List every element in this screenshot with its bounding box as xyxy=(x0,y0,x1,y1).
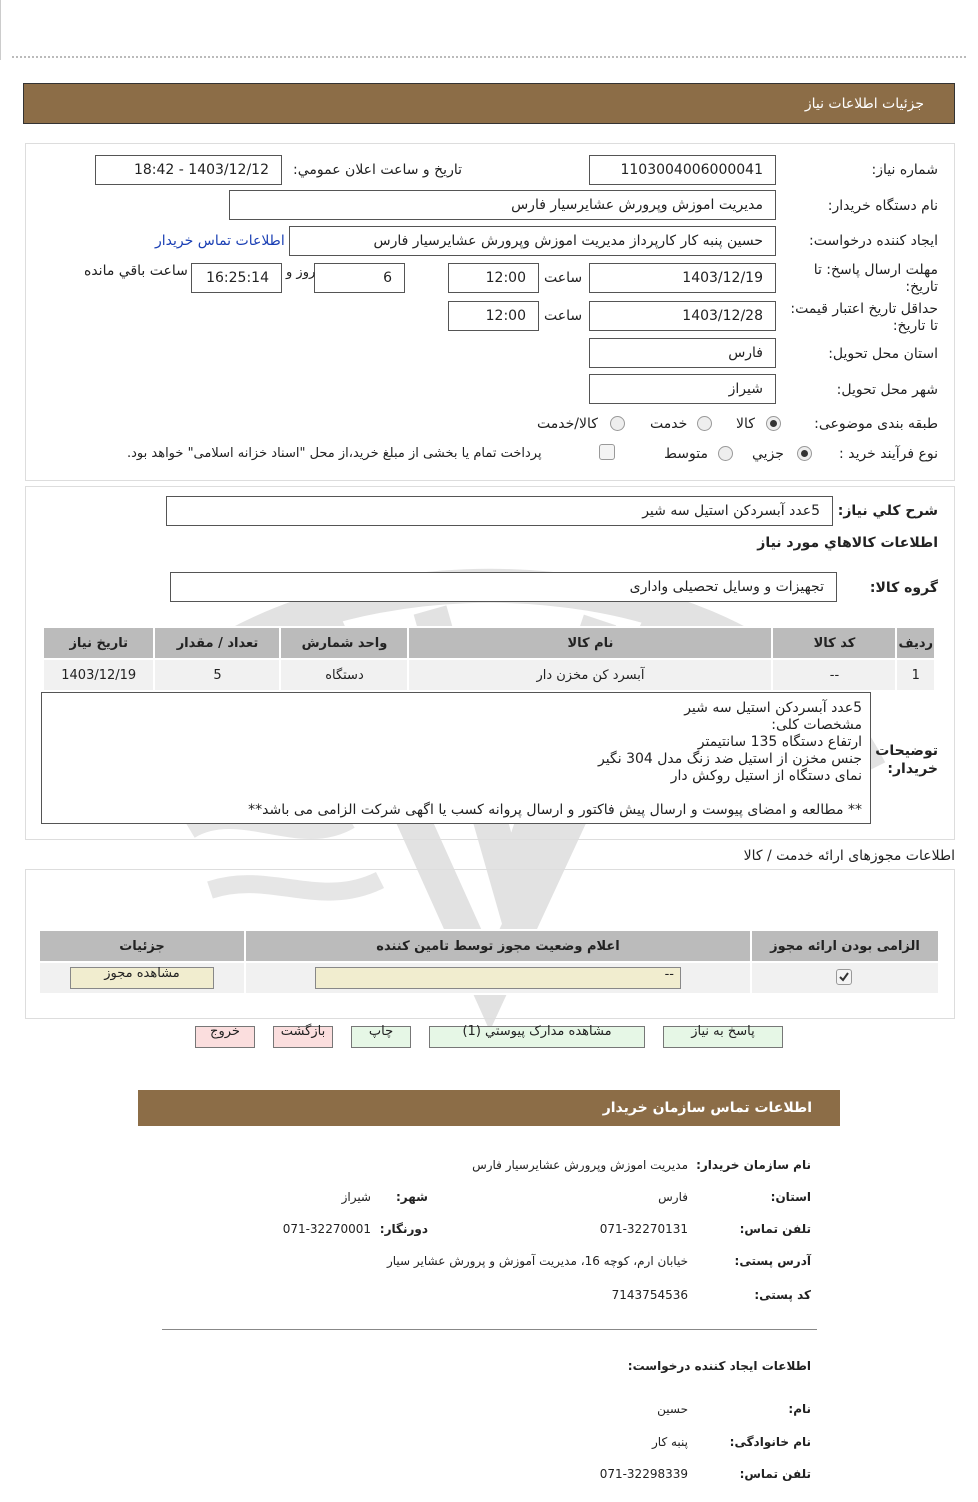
back-button[interactable]: بازگشت xyxy=(273,1026,333,1048)
contact-section-title: اطلاعات تماس سازمان خریدار xyxy=(138,1090,840,1126)
table-row xyxy=(43,659,935,691)
deadline-time-label: ساعت xyxy=(544,270,583,286)
purchase-type-label: نوع فرآیند خرید : xyxy=(839,446,938,462)
goods-table xyxy=(42,626,936,692)
contact-divider xyxy=(162,1329,817,1330)
contact-province-value: فارس xyxy=(658,1190,688,1204)
general-description-field: 5عدد آبسردکن استیل سه شیر xyxy=(166,496,833,526)
contact-fax-value: 071-32270001 xyxy=(282,1222,371,1236)
view-permit-button[interactable]: مشاهده مجوز xyxy=(70,967,214,989)
goods-cell-unit: دستگاه xyxy=(280,659,408,691)
goods-group-label: گروه کالا: xyxy=(869,580,938,596)
creator-info-title: اطلاعات ایجاد کننده درخواست: xyxy=(627,1359,811,1373)
goods-table-header-row xyxy=(43,627,935,659)
creator-name-value: حسین xyxy=(657,1402,688,1416)
goods-col-code: کد کالا xyxy=(772,627,896,659)
contact-address-value: خیابان ارم، کوچه 16، مدیریت آموزش و پرورش عشایر سیار xyxy=(386,1254,688,1268)
buyer-notes-line: نمای دستگاه از استیل روکش دار xyxy=(670,768,862,784)
buyer-notes-line: 5عدد آبسردکن استیل سه شیر xyxy=(684,700,862,716)
permits-table xyxy=(38,929,940,995)
contact-postal-label: کد پستی: xyxy=(754,1288,811,1302)
purchase-medium-radio[interactable] xyxy=(718,446,733,461)
creator-family-label: نام خانوادگی: xyxy=(729,1435,811,1449)
permits-header-row xyxy=(39,930,939,962)
treasury-payment-note: پرداخت تمام یا بخشی از مبلغ خرید،از محل "اسناد خزانه اسلامی" خواهد بود. xyxy=(127,446,542,461)
page-header: جزئیات اطلاعات نیاز xyxy=(23,83,955,124)
category-label: طبقه بندی موضوعی: xyxy=(814,416,938,432)
purchase-minor-label: جزیي xyxy=(752,446,784,462)
need-number-field: 1103004006000041 xyxy=(589,155,776,185)
buyer-notes-line xyxy=(50,785,862,802)
contact-phone-value: 071-32270131 xyxy=(599,1222,688,1236)
permit-required-checkbox xyxy=(836,969,852,985)
buyer-org-label: نام دستگاه خریدار: xyxy=(827,198,938,214)
buyer-notes-line: مشخصات کلی: xyxy=(771,717,862,733)
category-goods-service-radio[interactable] xyxy=(610,416,625,431)
remaining-time-label: ساعت باقي مانده xyxy=(84,263,188,279)
contact-province-label: استان: xyxy=(770,1190,811,1204)
general-description-label: شرح كلي نياز: xyxy=(837,503,938,519)
province-label: استان محل تحویل: xyxy=(828,346,938,362)
remaining-time-field: 16:25:14 xyxy=(191,263,282,293)
permit-details-cell xyxy=(39,962,245,994)
creator-phone-value: 071-32298339 xyxy=(599,1467,688,1481)
buyer-notes-label: توضیحات خریدار: xyxy=(875,743,938,777)
goods-col-unit: واحد شمارش xyxy=(280,627,408,659)
price-valid-label: حداقل تاریخ اعتبار قیمت: تا تاریخ: xyxy=(790,301,938,334)
permit-status-field[interactable]: -- xyxy=(315,967,681,989)
goods-cell-code: -- xyxy=(772,659,896,691)
creator-label: ایجاد کننده درخواست: xyxy=(809,233,938,249)
buyer-contact-link[interactable]: اطلاعات تماس خریدار xyxy=(155,233,285,249)
goods-cell-row: 1 xyxy=(896,659,935,691)
permit-required-cell xyxy=(751,962,939,994)
check-icon xyxy=(837,970,851,984)
reply-button[interactable]: پاسخ به نیاز xyxy=(663,1026,783,1048)
goods-cell-name: آبسرد کن مخزن دار xyxy=(408,659,772,691)
goods-col-name: نام کالا xyxy=(408,627,772,659)
announce-date-label: تاریخ و ساعت اعلان عمومي: xyxy=(293,162,462,178)
category-service-label: خدمت xyxy=(650,416,688,432)
goods-col-qty: تعداد / مقدار xyxy=(154,627,280,659)
buyer-notes-line: ارتفاع دستگاه 135 سانتیمتر xyxy=(697,734,862,750)
creator-name-label: نام: xyxy=(788,1402,811,1416)
category-service-radio[interactable] xyxy=(697,416,712,431)
purchase-medium-label: متوسط xyxy=(664,446,708,462)
deadline-time-field: 12:00 xyxy=(448,263,539,293)
attachments-button[interactable]: مشاهده مدارک پیوستي (1) xyxy=(429,1026,645,1048)
buyer-notes-line: ** مطالعه و امضای پیوست و ارسال پیش فاکتور و ارسال پروانه کسب یا اگهی شرکت الزامی می باشد** xyxy=(248,802,862,818)
exit-button[interactable]: خروج xyxy=(195,1026,255,1048)
creator-family-value: پنبه کار xyxy=(652,1435,688,1449)
category-goods-service-label: کالا/خدمت xyxy=(537,416,598,432)
permit-col-status: اعلام وضعیت مجوز توسط تامین کننده xyxy=(245,930,751,962)
price-valid-date-field: 1403/12/28 xyxy=(589,301,776,331)
city-label: شهر محل تحویل: xyxy=(836,382,938,398)
permits-title: اطلاعات مجوزهای ارائه خدمت / کالا xyxy=(743,848,955,864)
buyer-org-field: مدیریت اموزش وپرورش عشایرسیار فارس xyxy=(229,190,776,220)
deadline-label: مهلت ارسال پاسخ: تا تاریخ: xyxy=(813,262,938,295)
permit-col-details: جزئیات xyxy=(39,930,245,962)
treasury-payment-checkbox[interactable] xyxy=(599,444,615,460)
contact-org-value: مدیریت اموزش وپرورش عشایرسیار فارس xyxy=(472,1158,688,1172)
price-valid-time-field: 12:00 xyxy=(448,301,539,331)
page-edge-line xyxy=(0,0,1,60)
permit-status-cell xyxy=(245,962,751,994)
goods-col-row: رديف xyxy=(896,627,935,659)
creator-field: حسین پنبه کار کارپرداز مدیریت اموزش وپرورش عشایرسیار فارس xyxy=(289,226,776,256)
announce-date-field: 1403/12/12 - 18:42 xyxy=(95,155,282,185)
days-label: روز و xyxy=(286,265,316,280)
deadline-date-field: 1403/12/19 xyxy=(589,263,776,293)
top-dotted-divider xyxy=(12,56,966,58)
creator-phone-label: تلفن تماس: xyxy=(739,1467,811,1481)
goods-info-title: اطلاعات كالاهاي مورد نياز xyxy=(757,535,938,551)
contact-address-label: آدرس پستی: xyxy=(734,1254,811,1268)
need-number-label: شماره نیاز: xyxy=(871,162,938,178)
province-field: فارس xyxy=(589,338,776,368)
contact-city-value: شیراز xyxy=(341,1190,371,1204)
goods-cell-date: 1403/12/19 xyxy=(43,659,154,691)
goods-group-field: تجهیزات و وسایل تحصیلی واداری xyxy=(170,572,837,602)
table-row xyxy=(39,962,939,994)
city-field: شیراز xyxy=(589,374,776,404)
buyer-notes-field xyxy=(41,692,871,824)
contact-city-label: شهر: xyxy=(396,1190,428,1204)
category-goods-radio[interactable] xyxy=(766,416,781,431)
days-field: 6 xyxy=(314,263,405,293)
purchase-minor-radio[interactable] xyxy=(797,446,812,461)
permit-col-required: الزامی بودن ارائه مجوز xyxy=(751,930,939,962)
category-goods-label: کالا xyxy=(736,416,755,432)
contact-phone-label: تلفن تماس: xyxy=(739,1222,811,1236)
price-valid-time-label: ساعت xyxy=(544,308,583,324)
goods-cell-qty: 5 xyxy=(154,659,280,691)
contact-fax-label: دورنگار: xyxy=(379,1222,428,1236)
contact-postal-value: 7143754536 xyxy=(611,1288,688,1302)
goods-col-date: تاریخ نیاز xyxy=(43,627,154,659)
contact-org-label: نام سازمان خریدار: xyxy=(696,1158,811,1172)
print-button[interactable]: چاپ xyxy=(351,1026,411,1048)
buyer-notes-line: جنس مخزن از استیل ضد زنگ مدل 304 نگیر xyxy=(598,751,862,767)
